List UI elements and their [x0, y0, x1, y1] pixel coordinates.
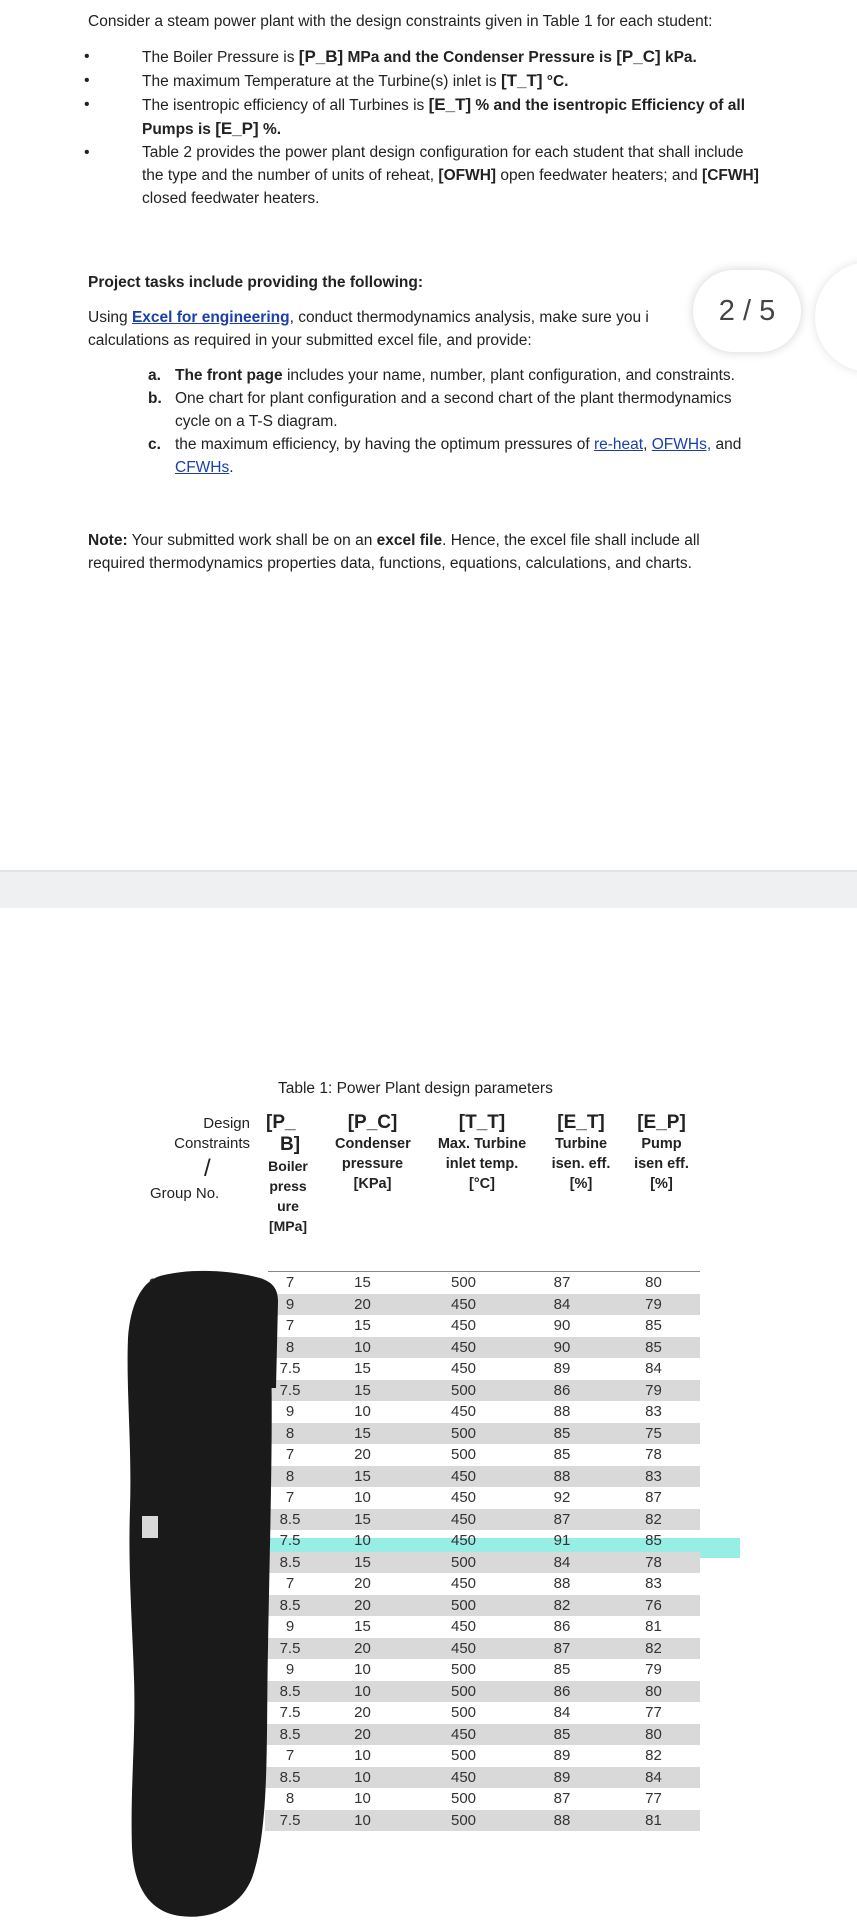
cell-condenser-pressure: 15: [315, 1552, 410, 1574]
cell-condenser-pressure: 20: [315, 1638, 410, 1660]
cell-condenser-pressure: 10: [354, 1790, 371, 1808]
task-text: The front page: [175, 367, 283, 384]
cell-pump-eff: 79: [607, 1294, 700, 1316]
table-row: [265, 1487, 700, 1509]
cell-condenser-pressure: 15: [315, 1380, 410, 1402]
cell-turbine-eff: 85: [517, 1423, 607, 1445]
cell-pump-eff: 85: [645, 1317, 662, 1335]
bullet-text: open feedwater heaters; and: [496, 167, 703, 184]
var-ep: [E_P]: [215, 119, 259, 138]
cell-condenser-pressure: 10: [354, 1747, 371, 1765]
cell-pump-eff: 85: [645, 1532, 662, 1550]
header-ep: [624, 1112, 699, 1194]
cell-condenser-pressure: 15: [354, 1274, 371, 1292]
task-underlined: CFWHs: [175, 459, 230, 476]
cell-pump-eff: 77: [645, 1704, 662, 1722]
cell-boiler-pressure: 9: [285, 1403, 295, 1421]
cell-turbine-eff: 89: [517, 1767, 607, 1789]
table-row: [265, 1745, 700, 1767]
cell-turbine-temp: 450: [450, 1360, 477, 1378]
cell-turbine-eff: 92: [553, 1489, 571, 1507]
task-text: ,: [643, 436, 652, 453]
table-row: [265, 1530, 700, 1552]
cell-boiler-pressure: 7.5: [265, 1638, 315, 1660]
cell-turbine-eff: 88: [517, 1466, 607, 1488]
bullet-text: % and the isentropic Efficiency of all Pumps is: [142, 97, 746, 138]
cell-condenser-pressure: 20: [354, 1704, 371, 1722]
bullet-text: %.: [258, 121, 282, 138]
tasks-text: calculations as required in your submitted excel file, and provide:: [88, 332, 532, 349]
header-et: [541, 1112, 621, 1194]
table-row: [265, 1681, 700, 1703]
cell-pump-eff: 75: [607, 1423, 700, 1445]
table-row: [265, 1509, 700, 1531]
cell-turbine-temp: 450: [450, 1489, 477, 1507]
note-text: excel file: [376, 532, 443, 549]
cell-pump-eff: 84: [607, 1767, 700, 1789]
note: [88, 529, 756, 575]
design-parameters-table: [265, 1272, 700, 1831]
cell-condenser-pressure: 10: [315, 1810, 410, 1832]
tasks-text: , conduct thermodynamics analysis, make sure you i: [289, 309, 649, 326]
constraints-list: [112, 45, 762, 210]
header-pb: [266, 1112, 314, 1236]
task-underlined: OFWHs,: [651, 436, 712, 453]
cell-pump-eff: 80: [607, 1681, 700, 1703]
var-et: [E_T]: [428, 95, 472, 114]
cell-pump-eff: 85: [607, 1337, 700, 1359]
cell-condenser-pressure: 15: [315, 1509, 410, 1531]
cell-pump-eff: 80: [607, 1724, 700, 1746]
cell-condenser-pressure: 10: [354, 1532, 371, 1550]
table-row: [265, 1315, 700, 1337]
var-pc: [P_C]: [616, 47, 661, 66]
cell-boiler-pressure: 8: [265, 1337, 315, 1359]
table-row: [265, 1659, 700, 1681]
table-caption: Table 1: Power Plant design parameters: [278, 1080, 553, 1097]
table-row: [265, 1358, 700, 1380]
cell-pump-eff: 83: [645, 1575, 662, 1593]
redaction-mark: [120, 1268, 280, 1920]
tasks-text: Using: [88, 309, 132, 326]
header-desc: Turbine isen. eff. [%]: [551, 1136, 611, 1192]
cell-condenser-pressure: 15: [315, 1423, 410, 1445]
cell-pump-eff: 83: [645, 1403, 662, 1421]
cell-boiler-pressure: 8.5: [265, 1681, 315, 1703]
cell-turbine-eff: 91: [553, 1532, 571, 1550]
table-row: [265, 1294, 700, 1316]
table-row: [265, 1401, 700, 1423]
table-row: [265, 1552, 700, 1574]
cell-turbine-temp: 450: [410, 1724, 517, 1746]
cell-pump-eff: 77: [645, 1790, 662, 1808]
header-code: [E_T]: [557, 1112, 605, 1133]
cell-turbine-temp: 450: [450, 1532, 477, 1550]
cell-pump-eff: 82: [607, 1509, 700, 1531]
cell-turbine-eff: 87: [553, 1790, 571, 1808]
cell-boiler-pressure: 7.5: [279, 1532, 301, 1550]
cell-pump-eff: 79: [607, 1380, 700, 1402]
cell-boiler-pressure: 7.5: [265, 1810, 315, 1832]
cell-turbine-eff: 87: [517, 1509, 607, 1531]
task-text: the maximum efficiency, by having the optimum pressures of: [175, 436, 594, 453]
intro-lead: Consider a steam power plant with the design constraints given in Table 1 for each student:: [88, 13, 713, 30]
task-item-c: [148, 433, 758, 479]
task-text: .: [229, 459, 234, 476]
cell-turbine-eff: 86: [553, 1618, 571, 1636]
note-text: . Hence, the excel file shall include all required thermodynamics properties data, functions, equations, calculations, and charts.: [88, 532, 700, 572]
cell-turbine-temp: 500: [450, 1274, 477, 1292]
cell-turbine-eff: 85: [553, 1446, 571, 1464]
cell-turbine-eff: 90: [517, 1337, 607, 1359]
task-text: and: [711, 436, 742, 453]
corner-text: Design: [203, 1115, 250, 1132]
page-divider: [0, 870, 857, 908]
task-item-b: [148, 387, 758, 433]
cell-condenser-pressure: 20: [354, 1446, 371, 1464]
cell-condenser-pressure: 15: [354, 1317, 371, 1335]
cell-turbine-eff: 84: [517, 1552, 607, 1574]
bullet-text: The maximum Temperature at the Turbine(s) inlet is: [142, 73, 501, 90]
cell-boiler-pressure: 7: [285, 1489, 295, 1507]
task-marker: c.: [148, 436, 161, 453]
cell-pump-eff: 82: [607, 1638, 700, 1660]
header-code: B]: [280, 1134, 301, 1155]
cell-boiler-pressure: 8.5: [265, 1595, 315, 1617]
task-marker: a.: [148, 367, 161, 384]
table-row: [265, 1573, 700, 1595]
header-pc: [325, 1112, 420, 1194]
cell-turbine-eff: 85: [553, 1661, 571, 1679]
cell-condenser-pressure: 20: [354, 1575, 371, 1593]
header-desc: Boiler press ure [MPa]: [268, 1158, 308, 1234]
cell-pump-eff: 81: [645, 1618, 662, 1636]
cell-turbine-temp: 450: [410, 1337, 517, 1359]
cell-boiler-pressure: 9: [265, 1294, 315, 1316]
cell-boiler-pressure: 8.5: [265, 1767, 315, 1789]
table-row: [265, 1466, 700, 1488]
cell-turbine-eff: 86: [517, 1380, 607, 1402]
cell-boiler-pressure: 9: [285, 1618, 295, 1636]
table-row: [265, 1767, 700, 1789]
cell-turbine-temp: 500: [410, 1681, 517, 1703]
cell-turbine-temp: 450: [450, 1575, 477, 1593]
tasks-list: [148, 364, 758, 479]
bullet-efficiency: [112, 93, 762, 141]
cell-boiler-pressure: 9: [285, 1661, 295, 1679]
cell-boiler-pressure: 7: [285, 1446, 295, 1464]
cell-turbine-eff: 89: [553, 1360, 571, 1378]
cell-pump-eff: 84: [645, 1360, 662, 1378]
cell-condenser-pressure: 10: [354, 1403, 371, 1421]
table-row: [265, 1444, 700, 1466]
cell-boiler-pressure: 8.5: [265, 1509, 315, 1531]
cell-turbine-eff: 85: [517, 1724, 607, 1746]
cell-turbine-temp: 450: [410, 1294, 517, 1316]
bullet-text: The isentropic efficiency of all Turbines is: [142, 97, 429, 114]
excel-link[interactable]: Excel for engineering: [131, 309, 290, 326]
table-row: [265, 1423, 700, 1445]
cell-turbine-eff: 88: [553, 1575, 571, 1593]
cell-boiler-pressure: 8: [265, 1423, 315, 1445]
bullet-pressure: [112, 45, 762, 69]
cell-turbine-temp: 450: [410, 1767, 517, 1789]
cell-turbine-temp: 500: [450, 1661, 477, 1679]
cell-pump-eff: 83: [607, 1466, 700, 1488]
next-page-edge[interactable]: [815, 262, 857, 372]
table-row: [265, 1810, 700, 1832]
cell-boiler-pressure: 8: [285, 1790, 295, 1808]
cell-pump-eff: 78: [607, 1552, 700, 1574]
header-desc: Pump isen eff. [%]: [634, 1136, 689, 1192]
task-text: One chart for plant configuration and a second chart of the plant thermodynamics cycle on a T-S diagram.: [175, 390, 732, 430]
bullet-temperature: [112, 69, 762, 93]
corner-text: Group No.: [150, 1185, 220, 1202]
var-cfwh: [CFWH]: [702, 167, 759, 184]
cell-boiler-pressure: 8.5: [265, 1724, 315, 1746]
cell-boiler-pressure: 7: [285, 1575, 295, 1593]
cell-turbine-eff: 88: [517, 1810, 607, 1832]
table-row: [265, 1337, 700, 1359]
cell-turbine-temp: 500: [410, 1595, 517, 1617]
tasks-heading: Project tasks include providing the following:: [88, 274, 424, 291]
bullet-text: °C.: [542, 73, 569, 90]
cell-turbine-eff: 86: [517, 1681, 607, 1703]
corner-slash: /: [204, 1155, 211, 1182]
bullet-text: kPa.: [660, 49, 697, 66]
bullet-text: The Boiler Pressure is: [142, 49, 299, 66]
page-indicator: [693, 270, 801, 352]
cell-turbine-eff: 87: [553, 1274, 571, 1292]
cell-condenser-pressure: 15: [354, 1360, 371, 1378]
cell-turbine-temp: 450: [450, 1317, 477, 1335]
cell-turbine-temp: 500: [410, 1423, 517, 1445]
cell-condenser-pressure: 10: [315, 1681, 410, 1703]
cell-pump-eff: 76: [607, 1595, 700, 1617]
cell-pump-eff: 81: [607, 1810, 700, 1832]
table-row: [265, 1380, 700, 1402]
bullet-text: Table 2 provides the power plant design configuration for each student that shall include the type and the number of units of reheat,: [142, 144, 744, 184]
header-code: [P_C]: [347, 1112, 398, 1133]
table-row: [265, 1788, 700, 1810]
table-row: [265, 1616, 700, 1638]
cell-boiler-pressure: 7.5: [265, 1380, 315, 1402]
cell-boiler-pressure: 8: [265, 1466, 315, 1488]
cell-turbine-eff: 84: [553, 1704, 571, 1722]
cell-condenser-pressure: 10: [315, 1337, 410, 1359]
cell-turbine-temp: 500: [410, 1380, 517, 1402]
table-row: [265, 1638, 700, 1660]
cell-condenser-pressure: 15: [354, 1618, 371, 1636]
header-tt: [428, 1112, 536, 1194]
cell-condenser-pressure: 20: [315, 1294, 410, 1316]
cell-condenser-pressure: 20: [315, 1595, 410, 1617]
cell-turbine-temp: 450: [450, 1618, 477, 1636]
var-tt: [T_T]: [500, 71, 543, 90]
cell-boiler-pressure: 7: [285, 1747, 295, 1765]
note-label: Note:: [88, 532, 128, 549]
header-desc: Max. Turbine inlet temp. [°C]: [437, 1136, 527, 1192]
table-row: [265, 1595, 700, 1617]
cell-condenser-pressure: 10: [354, 1489, 371, 1507]
cell-boiler-pressure: 8.5: [265, 1552, 315, 1574]
cell-turbine-eff: 87: [517, 1638, 607, 1660]
bullet-text: MPa and the Condenser Pressure is: [343, 49, 617, 66]
task-item-a: [148, 364, 758, 387]
cell-turbine-eff: 90: [553, 1317, 571, 1335]
cell-boiler-pressure: 7: [285, 1274, 295, 1292]
var-pb: [P_B]: [298, 47, 344, 66]
table-row: [265, 1724, 700, 1746]
cell-turbine-temp: 500: [450, 1747, 477, 1765]
cell-turbine-temp: 500: [450, 1704, 477, 1722]
bullet-configuration: [112, 141, 762, 210]
cell-pump-eff: 82: [645, 1747, 662, 1765]
corner-header: [148, 1114, 268, 1204]
cell-turbine-temp: 500: [450, 1790, 477, 1808]
cell-turbine-eff: 84: [517, 1294, 607, 1316]
cell-turbine-temp: 450: [410, 1466, 517, 1488]
header-code: [P_: [266, 1112, 296, 1133]
cell-condenser-pressure: 20: [315, 1724, 410, 1746]
bullet-text: closed feedwater heaters.: [142, 190, 320, 207]
cell-condenser-pressure: 15: [315, 1466, 410, 1488]
header-desc: Condenser pressure [KPa]: [335, 1136, 411, 1192]
cell-boiler-pressure: 7.5: [279, 1360, 301, 1378]
var-ofwh: [OFWH]: [438, 167, 497, 184]
cell-turbine-eff: 89: [553, 1747, 571, 1765]
tasks-intro: [88, 306, 708, 352]
cell-condenser-pressure: 10: [354, 1661, 371, 1679]
header-code: [E_P]: [637, 1112, 686, 1133]
cell-turbine-temp: 450: [410, 1638, 517, 1660]
cell-turbine-eff: 88: [553, 1403, 571, 1421]
cell-condenser-pressure: 10: [315, 1767, 410, 1789]
cell-boiler-pressure: 7.5: [279, 1704, 301, 1722]
task-underlined: re-heat: [593, 436, 644, 453]
page-indicator-label: 2 / 5: [718, 294, 776, 327]
note-text: Your submitted work shall be on an: [127, 532, 377, 549]
cell-turbine-eff: 82: [517, 1595, 607, 1617]
cell-pump-eff: 87: [645, 1489, 662, 1507]
cell-turbine-temp: 450: [410, 1509, 517, 1531]
cell-pump-eff: 78: [645, 1446, 662, 1464]
table-row: [265, 1702, 700, 1724]
cell-turbine-temp: 500: [410, 1810, 517, 1832]
cell-turbine-temp: 450: [450, 1403, 477, 1421]
cell-turbine-temp: 500: [410, 1552, 517, 1574]
header-code: [T_T]: [458, 1112, 506, 1133]
task-text: includes your name, number, plant configuration, and constraints.: [282, 367, 735, 384]
table-row: [265, 1272, 700, 1294]
task-marker: b.: [148, 390, 162, 407]
cell-boiler-pressure: 7: [285, 1317, 295, 1335]
cell-turbine-temp: 500: [450, 1446, 477, 1464]
cell-pump-eff: 79: [645, 1661, 662, 1679]
cell-pump-eff: 80: [645, 1274, 662, 1292]
corner-text: Constraints: [174, 1135, 250, 1152]
